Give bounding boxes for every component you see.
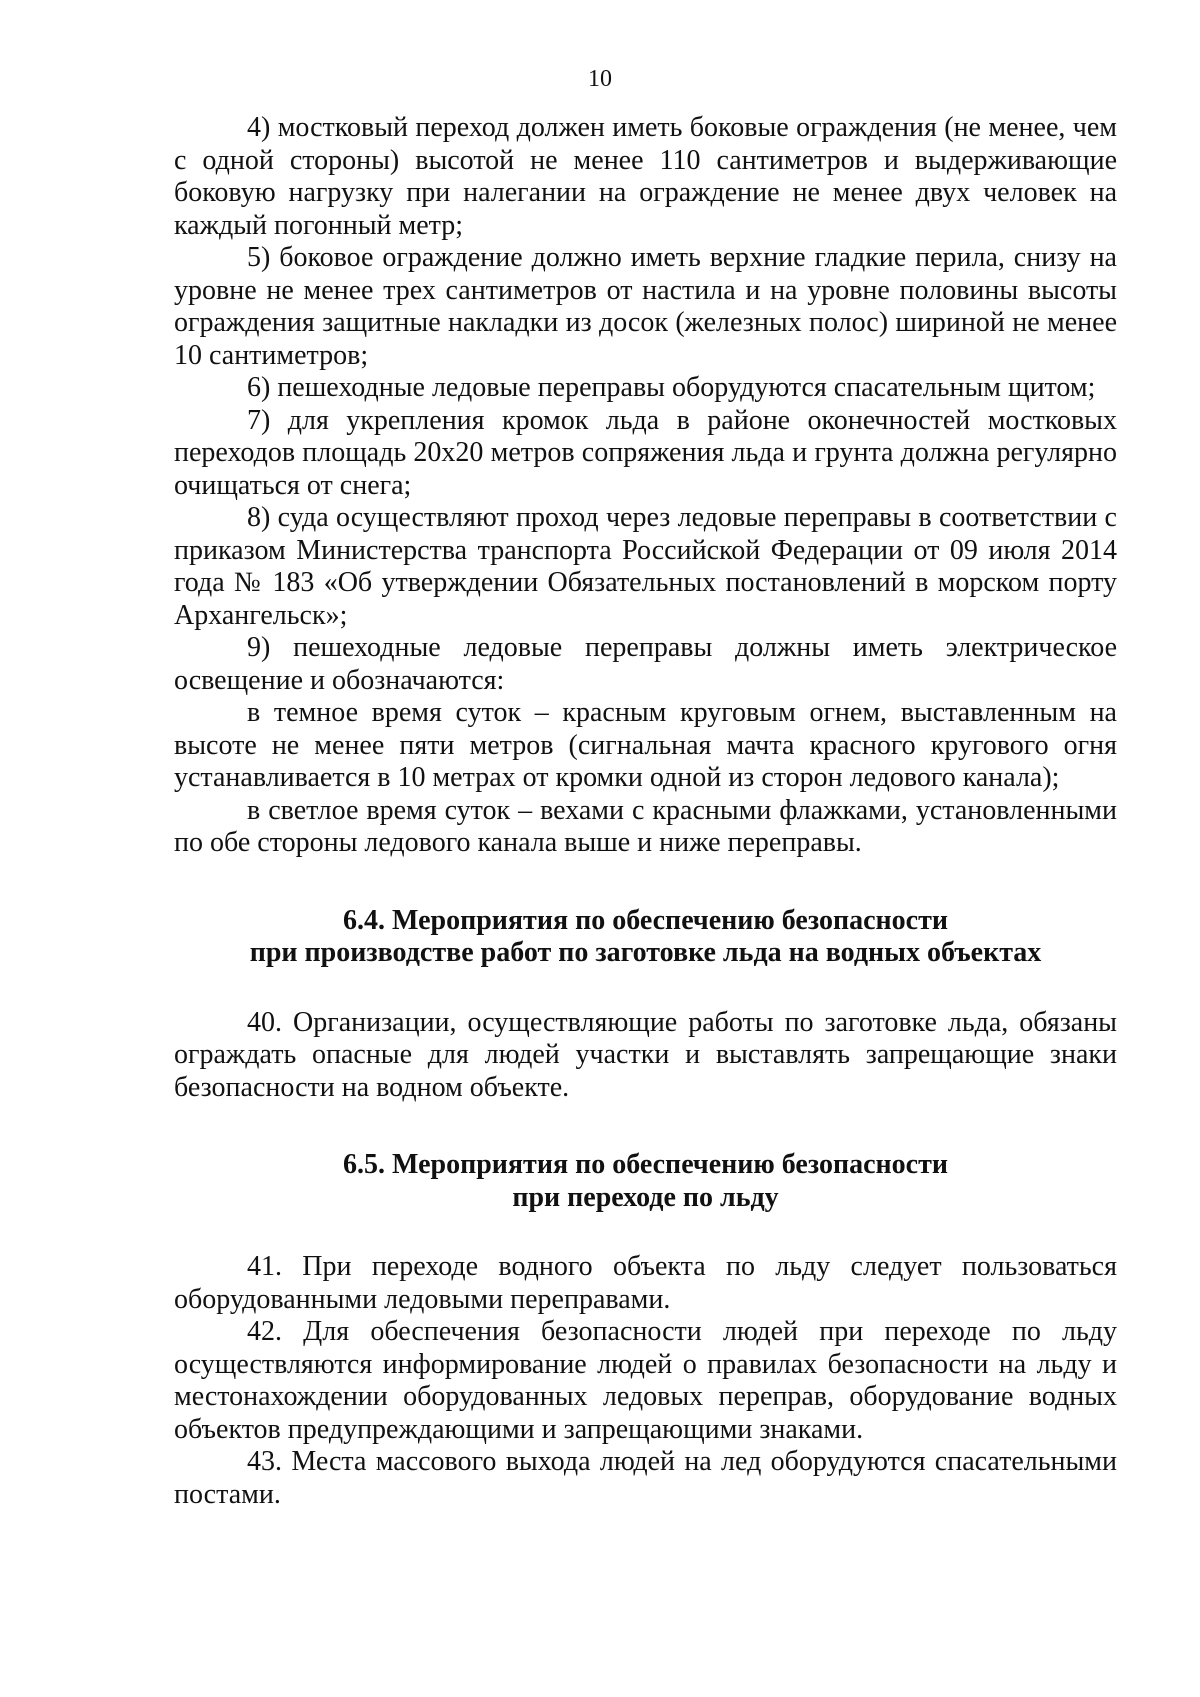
paragraph-item-42: 42. Для обеспечения безопасности людей при переходе по льду осуществляются информирование людей о правилах безопасности на льду и местонахождении оборудованных ледовых переправ, оборудование водных объектов предупреждающими и запрещающими знаками. [174, 1316, 1117, 1445]
paragraph-item-9: 9) пешеходные ледовые переправы должны иметь электрическое освещение и обозначаются: [174, 632, 1117, 696]
paragraph-item-41: 41. При переходе водного объекта по льду следует пользоваться оборудованными ледовыми переправами. [174, 1251, 1117, 1315]
paragraph-light-time: в светлое время суток – вехами с красными флажками, установленными по обе стороны ледового канала выше и ниже переправы. [174, 794, 1117, 858]
paragraph-item-40: 40. Организации, осуществляющие работы по заготовке льда, обязаны ограждать опасные для людей участки и выставлять запрещающие знаки безопасности на водном объекте. [174, 1006, 1117, 1103]
section-title-line: 6.4. Мероприятия по обеспечению безопасности [343, 904, 948, 936]
section-heading-6-4 [174, 905, 1117, 970]
paragraph-dark-time: в темное время суток – красным круговым огнем, выставленным на высоте не менее пяти метров (сигнальная мачта красного кругового огня устанавливается в 10 метрах от кромки одной из сторон ледового канала); [174, 697, 1117, 793]
section-title-line: при производстве работ по заготовке льда на водных объектах [249, 937, 1042, 968]
paragraph-item-6: 6) пешеходные ледовые переправы оборудуются спасательным щитом; [247, 372, 1096, 403]
paragraph-item-4: 4) мостковый переход должен иметь боковые ограждения (не менее, чем с одной стороны) высотой не менее 110 сантиметров и выдерживающие боковую нагрузку при налегании на ограждение не менее двух человек на каждый погонный метр; [174, 112, 1117, 241]
page-number: 10 [588, 66, 612, 92]
paragraph-item-43: 43. Места массового выхода людей на лед оборудуются спасательными постами. [174, 1446, 1117, 1510]
document-body [174, 112, 1117, 1511]
paragraph-item-7: 7) для укрепления кромок льда в районе оконечностей мостковых переходов площадь 20х20 метров сопряжения льда и грунта должна регулярно очищаться от снега; [174, 404, 1117, 501]
paragraph-item-5: 5) боковое ограждение должно иметь верхние гладкие перила, снизу на уровне не менее трех сантиметров от настила и на уровне половины высоты ограждения защитные накладки из досок (железных полос) шириной не менее 10 сантиметров; [174, 242, 1117, 371]
paragraph-item-8: 8) суда осуществляют проход через ледовые переправы в соответствии с приказом Министерства транспорта Российской Федерации от 09 июля 2014 года № 183 «Об утверждении Обязательных постановлений в морском порту Архангельск»; [174, 502, 1117, 631]
section-title-line: 6.5. Мероприятия по обеспечению безопасности [343, 1149, 948, 1180]
section-title-line: при переходе по льду [512, 1181, 779, 1213]
section-heading-6-5 [174, 1149, 1117, 1214]
